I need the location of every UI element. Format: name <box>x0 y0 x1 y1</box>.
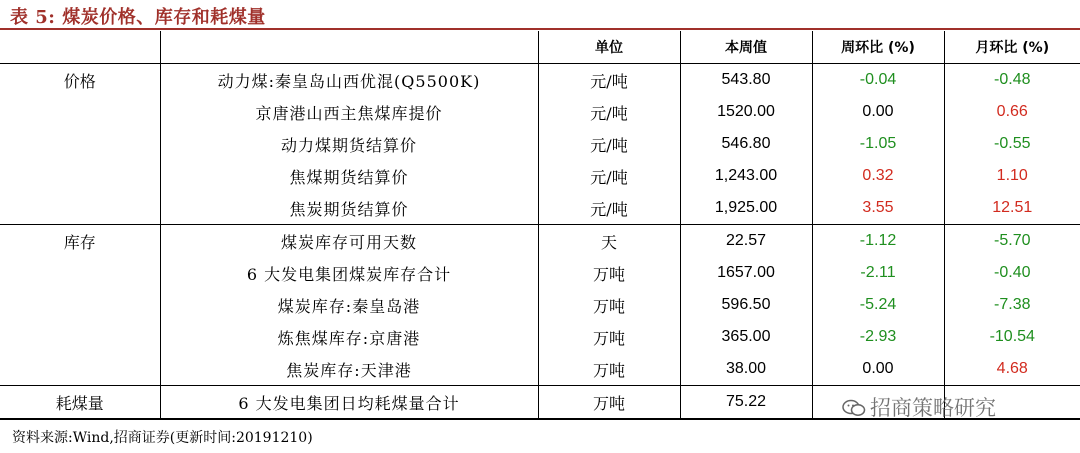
item-cell: 6 大发电集团日均耗煤量合计 <box>160 386 538 420</box>
header-category <box>0 31 160 64</box>
unit-cell: 万吨 <box>538 321 680 353</box>
item-cell: 煤炭库存可用天数 <box>160 225 538 258</box>
item-cell: 京唐港山西主焦煤库提价 <box>160 96 538 128</box>
table-row <box>0 160 1080 192</box>
source-note: 资料来源:Wind,招商证券(更新时间:20191210) <box>12 430 313 446</box>
title-divider <box>0 28 1080 30</box>
value-cell: 1,243.00 <box>680 160 812 192</box>
mom-cell: -5.70 <box>944 225 1080 258</box>
watermark-text: 招商策略研究 <box>870 396 996 420</box>
wow-cell: -2.11 <box>812 257 944 289</box>
table-row <box>0 321 1080 353</box>
item-cell: 炼焦煤库存:京唐港 <box>160 321 538 353</box>
mom-cell: 0.66 <box>944 96 1080 128</box>
coal-data-table <box>0 31 1080 420</box>
table-row <box>0 257 1080 289</box>
wow-cell: -5.24 <box>812 289 944 321</box>
header-value: 本周值 <box>680 31 812 64</box>
mom-cell: -10.54 <box>944 321 1080 353</box>
unit-cell: 元/吨 <box>538 160 680 192</box>
value-cell: 365.00 <box>680 321 812 353</box>
value-cell: 546.80 <box>680 128 812 160</box>
table-row <box>0 64 1080 97</box>
category-cell: 库存 <box>63 232 96 252</box>
mom-cell: -7.38 <box>944 289 1080 321</box>
value-cell: 1657.00 <box>680 257 812 289</box>
value-cell: 543.80 <box>680 64 812 97</box>
item-cell: 焦炭期货结算价 <box>160 192 538 225</box>
category-cell <box>0 192 160 225</box>
category-cell <box>0 160 160 192</box>
header-mom: 月环比 (%) <box>944 31 1080 64</box>
wow-cell: 0.00 <box>812 96 944 128</box>
header-wow: 周环比 (%) <box>812 31 944 64</box>
watermark <box>842 392 996 422</box>
value-cell: 75.22 <box>680 386 812 420</box>
value-cell: 1520.00 <box>680 96 812 128</box>
table-row <box>0 128 1080 160</box>
unit-cell: 元/吨 <box>538 96 680 128</box>
table-row <box>0 96 1080 128</box>
mom-cell: -0.48 <box>944 64 1080 97</box>
table-row <box>0 192 1080 225</box>
category-cell <box>0 257 160 289</box>
mom-cell: 12.51 <box>944 192 1080 225</box>
category-cell: 耗煤量 <box>0 386 160 420</box>
unit-cell: 元/吨 <box>538 192 680 225</box>
item-cell: 动力煤期货结算价 <box>160 128 538 160</box>
unit-cell: 天 <box>538 225 680 258</box>
category-cell <box>0 96 160 128</box>
table-title: 表 5: 煤炭价格、库存和耗煤量 <box>10 7 266 28</box>
category-cell <box>0 289 160 321</box>
item-cell: 焦炭库存:天津港 <box>160 353 538 386</box>
item-cell: 动力煤:秦皇岛山西优混(Q5500K) <box>160 64 538 97</box>
unit-cell: 万吨 <box>538 257 680 289</box>
category-cell <box>0 128 160 160</box>
wow-cell: -1.05 <box>812 128 944 160</box>
header-unit: 单位 <box>538 31 680 64</box>
unit-cell: 万吨 <box>538 386 680 420</box>
item-cell: 焦煤期货结算价 <box>160 160 538 192</box>
item-cell: 6 大发电集团煤炭库存合计 <box>160 257 538 289</box>
value-cell: 38.00 <box>680 353 812 386</box>
wow-cell: 0.00 <box>812 353 944 386</box>
value-cell: 596.50 <box>680 289 812 321</box>
category-cell: 价格 <box>63 71 96 91</box>
item-cell: 煤炭库存:秦皇岛港 <box>160 289 538 321</box>
unit-cell: 万吨 <box>538 353 680 386</box>
mom-cell: 4.68 <box>944 353 1080 386</box>
wow-cell: -1.12 <box>812 225 944 258</box>
wow-cell: 0.32 <box>812 160 944 192</box>
wow-cell: 3.55 <box>812 192 944 225</box>
header-row <box>0 31 1080 64</box>
unit-cell: 元/吨 <box>538 64 680 97</box>
unit-cell: 万吨 <box>538 289 680 321</box>
table-row <box>0 225 1080 258</box>
value-cell: 1,925.00 <box>680 192 812 225</box>
mom-cell: 1.10 <box>944 160 1080 192</box>
value-cell: 22.57 <box>680 225 812 258</box>
mom-cell: -0.55 <box>944 128 1080 160</box>
mom-cell: -0.40 <box>944 257 1080 289</box>
category-cell <box>0 321 160 353</box>
header-item <box>160 31 538 64</box>
wechat-icon <box>842 399 866 417</box>
unit-cell: 元/吨 <box>538 128 680 160</box>
table-row <box>0 289 1080 321</box>
category-cell <box>0 353 160 386</box>
table-row <box>0 353 1080 386</box>
wow-cell: -2.93 <box>812 321 944 353</box>
wow-cell: -0.04 <box>812 64 944 97</box>
